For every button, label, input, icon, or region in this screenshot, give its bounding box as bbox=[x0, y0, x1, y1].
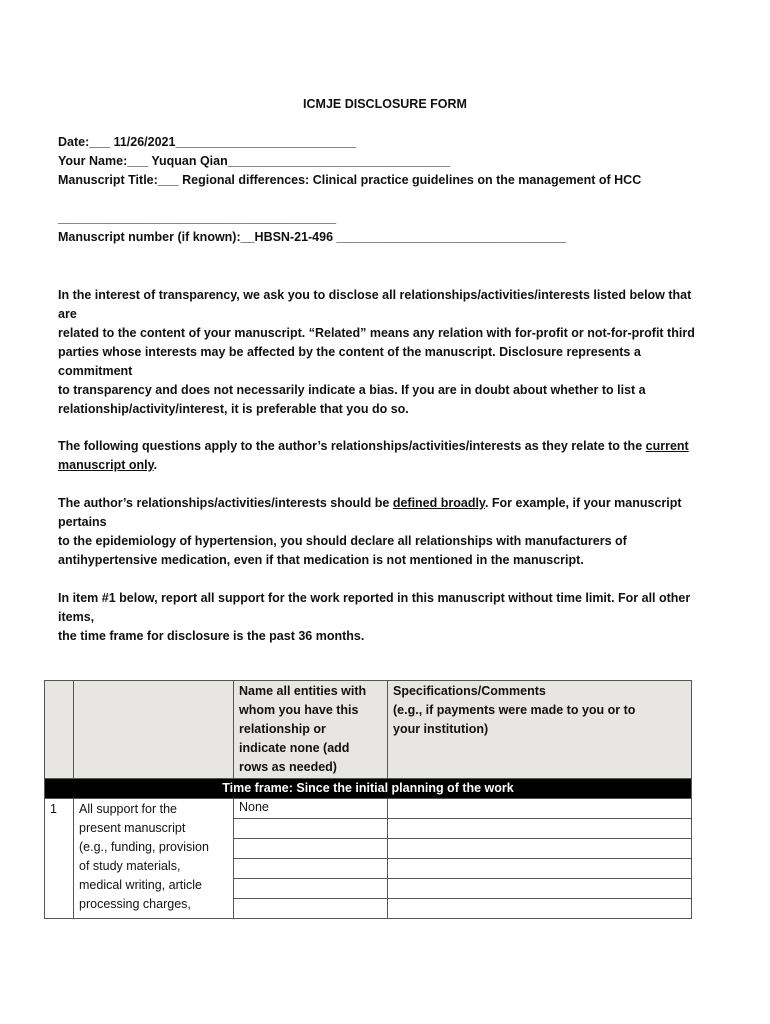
description-line: (e.g., funding, provision bbox=[79, 840, 209, 854]
entity-cell[interactable] bbox=[234, 899, 388, 919]
paragraph-line: parties whose interests may be affected by the content of the manuscript. Disclosure represents a bbox=[58, 345, 641, 359]
description-line: present manuscript bbox=[79, 821, 186, 835]
item-number-cell: 1 bbox=[45, 799, 74, 919]
paragraph-line: are bbox=[58, 307, 77, 321]
name-line: Your Name:___ Yuquan Qian________________________________ bbox=[58, 154, 451, 168]
item-description-cell bbox=[74, 799, 234, 919]
paragraph-line: commitment bbox=[58, 364, 133, 378]
paragraph-line: to transparency and does not necessarily indicate a bias. If you are in doubt about whether to list a bbox=[58, 383, 646, 397]
paragraph-line: related to the content of your manuscript. “Related” means any relation with for-profit or not-for-profit third bbox=[58, 326, 695, 340]
paragraph-text: The author’s relationships/activities/interests should be bbox=[58, 496, 393, 510]
entity-cell[interactable]: None bbox=[234, 799, 388, 819]
entity-cell[interactable] bbox=[234, 819, 388, 839]
header-line: rows as needed) bbox=[239, 760, 337, 774]
header-line: relationship or bbox=[239, 722, 326, 736]
header-entities-cell bbox=[234, 681, 388, 779]
comment-cell[interactable] bbox=[388, 839, 692, 859]
entity-cell[interactable] bbox=[234, 879, 388, 899]
header-line: (e.g., if payments were made to you or to bbox=[393, 703, 636, 717]
paragraph-line: relationship/activity/interest, it is preferable that you do so. bbox=[58, 402, 409, 416]
table-row bbox=[45, 799, 692, 819]
transparency-paragraph bbox=[58, 286, 748, 419]
description-line: medical writing, article bbox=[79, 878, 202, 892]
broad-definition-paragraph bbox=[58, 494, 748, 570]
header-number-cell bbox=[45, 681, 74, 779]
header-line: Specifications/Comments bbox=[393, 684, 546, 698]
comment-cell[interactable] bbox=[388, 879, 692, 899]
comment-cell[interactable] bbox=[388, 899, 692, 919]
header-line: Name all entities with bbox=[239, 684, 367, 698]
paragraph-line: the time frame for disclosure is the past 36 months. bbox=[58, 629, 365, 643]
paragraph-line: antihypertensive medication, even if that medication is not mentioned in the manuscript. bbox=[58, 553, 584, 567]
paragraph-line: pertains bbox=[58, 515, 107, 529]
header-comments-cell bbox=[388, 681, 692, 779]
table-header-row bbox=[45, 681, 692, 779]
time-frame-paragraph bbox=[58, 589, 748, 646]
paragraph-text: The following questions apply to the author’s relationships/activities/interests as they relate to the bbox=[58, 439, 646, 453]
header-line: your institution) bbox=[393, 722, 489, 736]
header-item-cell bbox=[74, 681, 234, 779]
header-line: indicate none (add bbox=[239, 741, 350, 755]
scope-paragraph bbox=[58, 437, 748, 475]
paragraph-line: In the interest of transparency, we ask you to disclose all relationships/activities/interests listed below that bbox=[58, 288, 692, 302]
paragraph-line: to the epidemiology of hypertension, you should declare all relationships with manufacturers of bbox=[58, 534, 627, 548]
entity-cell[interactable] bbox=[234, 839, 388, 859]
entity-cell[interactable] bbox=[234, 859, 388, 879]
disclosure-table bbox=[44, 680, 692, 919]
comment-cell[interactable] bbox=[388, 819, 692, 839]
header-line: whom you have this bbox=[239, 703, 359, 717]
time-frame-cell: Time frame: Since the initial planning of the work bbox=[45, 779, 692, 799]
emphasis-text: manuscript only bbox=[58, 458, 154, 472]
separator-line: ________________________________________ bbox=[58, 211, 337, 225]
comment-cell[interactable] bbox=[388, 859, 692, 879]
manuscript-title-line: Manuscript Title:___ Regional differences: Clinical practice guidelines on the management of HCC bbox=[58, 173, 642, 187]
date-line: Date:___ 11/26/2021__________________________ bbox=[58, 135, 357, 149]
emphasis-text: defined broadly bbox=[392, 496, 485, 510]
paragraph-text: . For example, if your manuscript bbox=[484, 496, 682, 510]
paragraph-line: items, bbox=[58, 610, 95, 624]
comment-cell[interactable] bbox=[388, 799, 692, 819]
paragraph-line: In item #1 below, report all support for the work reported in this manuscript without time limit. For all other bbox=[58, 591, 691, 605]
manuscript-number-line: Manuscript number (if known):__HBSN-21-496 _________________________________ bbox=[58, 230, 566, 244]
description-line: of study materials, bbox=[79, 859, 181, 873]
paragraph-text: . bbox=[153, 458, 158, 472]
form-title: ICMJE DISCLOSURE FORM bbox=[303, 97, 467, 111]
time-frame-row bbox=[45, 779, 692, 799]
description-line: processing charges, bbox=[79, 897, 191, 911]
description-line: All support for the bbox=[79, 802, 177, 816]
emphasis-text: current bbox=[645, 439, 689, 453]
